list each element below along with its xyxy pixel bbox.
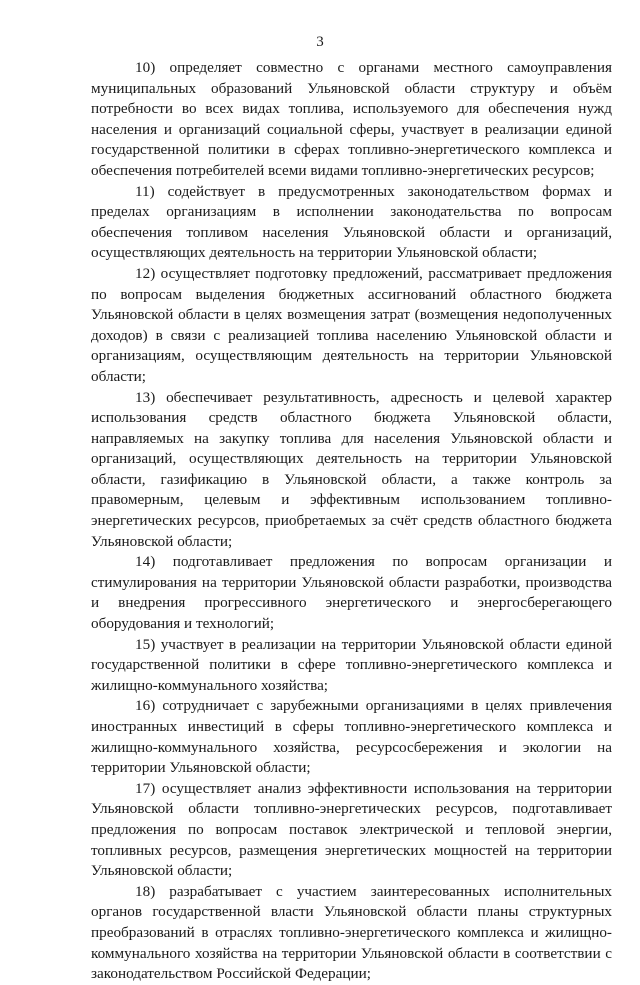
- paragraph-item-11: 11) содействует в предусмотренных законодательством формах и пределах организациям в исполнении законодательства по вопросам обеспечения топливом населения Ульяновской области и организаций, осуществляющих деятельность на территории Ульяновской области;: [91, 182, 612, 262]
- paragraph-item-17: 17) осуществляет анализ эффективности использования на территории Ульяновской области топливно-энергетических ресурсов, подготавливает предложения по вопросам поставок электрической и тепловой энергии, топливных ресурсов, размещения энергетических мощностей на территории Ульяновской области;: [91, 779, 612, 880]
- paragraph-item-10: 10) определяет совместно с органами местного самоуправления муниципальных образований Ульяновской области структуру и объём потребности во всех видах топлива, используемого для обеспечения нужд населения и организаций социальной сферы, участвует в реализации единой государственной политики в сферах топливно-энергетического комплекса и обеспечения потребителей всеми видами топливно-энергетических ресурсов;: [91, 59, 612, 179]
- paragraph-item-16: 16) сотрудничает с зарубежными организациями в целях привлечения иностранных инвестиций в сферы топливно-энергетического комплекса и жилищно-коммунального хозяйства, ресурсосбережения и экологии на территории Ульяновской области;: [91, 697, 612, 777]
- paragraph-item-13: 13) обеспечивает результативность, адресность и целевой характер использования средств областного бюджета Ульяновской области, направляемых на закупку топлива для населения Ульяновской области и организаций, осуществляющих деятельность на территории Ульяновской области, газификацию в Ульяновской области, а также контроль за правомерным, целевым и эффективным использованием топливно-энергетических ресурсов, приобретаемых за счёт средств областного бюджета Ульяновской области;: [91, 388, 612, 550]
- paragraph-item-18: 18) разрабатывает с участием заинтересованных исполнительных органов государственной власти Ульяновской области планы структурных преобразований в отраслях топливно-энергетического комплекса и жилищно-коммунального хозяйства на территории Ульяновской области в соответствии с законодательством Российской Федерации;: [91, 882, 612, 983]
- paragraph-item-15: 15) участвует в реализации на территории Ульяновской области единой государственной политики в сфере топливно-энергетического комплекса и жилищно-коммунального хозяйства;: [91, 635, 612, 694]
- paragraph-item-12: 12) осуществляет подготовку предложений, рассматривает предложения по вопросам выделения бюджетных ассигнований областного бюджета Ульяновской области в целях возмещения затрат (возмещения недополученных доходов) в связи с реализацией топлива населению Ульяновской области и организациям, осуществляющим деятельность на территории Ульяновской области;: [91, 264, 612, 385]
- document-body: [91, 58, 612, 985]
- page-number: 3: [316, 34, 324, 50]
- paragraph-item-14: 14) подготавливает предложения по вопросам организации и стимулирования на территории Ульяновской области разработки, производства и внедрения прогрессивного энергетического и энергосберегающего оборудования и технологий;: [91, 553, 612, 633]
